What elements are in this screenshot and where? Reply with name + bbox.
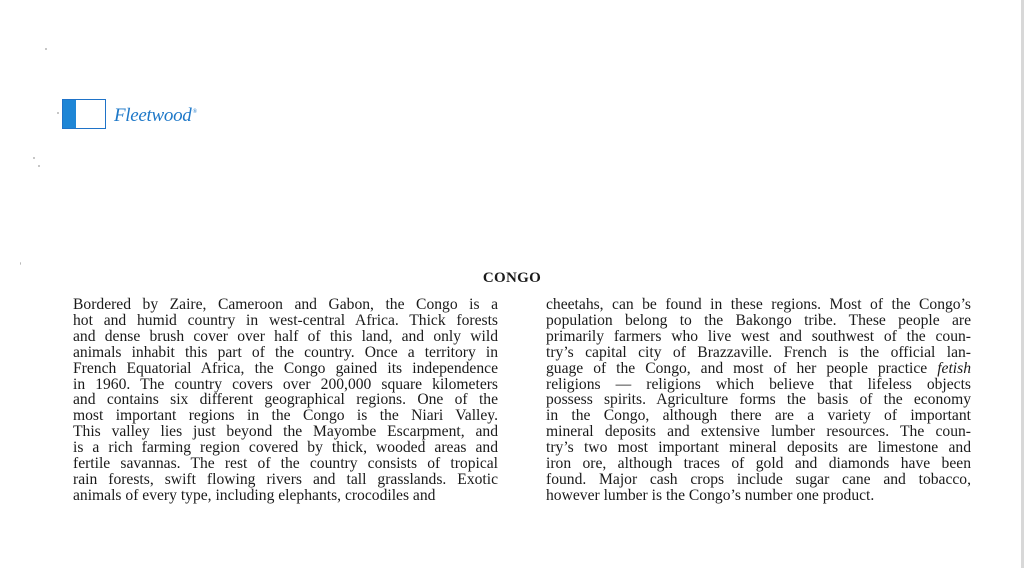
text-line: French Equatorial Africa, the Congo gained its independence [73,359,498,377]
right-column [546,297,971,504]
text-line: rain forests, swift flowing rivers and tall grasslands. Exotic [73,470,498,488]
text-line: religions — religions which believe that lifeless objects [546,375,971,393]
text-line: in 1960. The country covers over 200,000 square kilometers [73,375,498,393]
scan-speck [38,165,40,167]
italic-term: fetish [937,359,971,377]
article-title: CONGO [482,270,542,286]
text-line: primarily farmers who live west and southwest of the coun- [546,327,971,345]
text-line: is a rich farming region covered by thick, wooded areas and [73,439,498,457]
text-line: and dense brush cover over half of this land, and only wild [73,327,498,345]
text-line: and contains six different geographical regions. One of the [73,391,498,409]
text-line: population belong to the Bakongo tribe. These people are [546,311,971,329]
logo-wordmark-text: Fleetwood [114,104,192,126]
logo-box-fill [63,100,76,128]
fleetwood-square-logo-icon [62,99,106,129]
logo-wordmark [114,106,197,125]
text-line: try’s two most important mineral deposits are limestone and [546,439,971,457]
text-line: cheetahs, can be found in these regions. Most of the Congo’s [546,296,971,313]
text-line: This valley lies just beyond the Mayombe Escarpment, and [73,423,498,441]
text-line: fertile savannas. The rest of the country consists of tropical [73,455,498,473]
scan-speck [45,48,47,50]
text-line: animals inhabit this part of the country. Once a territory in [73,343,498,361]
text-line: animals of every type, including elephants, crocodiles and [73,486,436,504]
text-line: try’s capital city of Brazzaville. French is the official lan- [546,343,971,361]
left-column [73,297,498,504]
text-line: Bordered by Zaire, Cameroon and Gabon, the Congo is a [73,296,498,313]
scan-speck [57,112,59,114]
registered-mark: ® [192,109,197,116]
text-line: found. Major cash crops include sugar cane and tobacco, [546,470,971,488]
text-line: mineral deposits and extensive lumber resources. The coun- [546,423,971,441]
text-line: guage of the Congo, and most of her people practice fetish [546,359,971,377]
text-line: iron ore, although traces of gold and diamonds have been [546,455,971,473]
text-line: possess spirits. Agriculture forms the basis of the economy [546,391,971,409]
scan-speck [33,157,35,159]
text-line: in the Congo, although there are a variety of important [546,407,971,425]
text-line: most important regions in the Congo is the Niari Valley. [73,407,498,425]
fleetwood-logo [62,99,197,129]
text-line: however lumber is the Congo’s number one product. [546,486,875,504]
text-line: hot and humid country in west-central Africa. Thick forests [73,311,498,329]
scan-speck [20,262,21,265]
